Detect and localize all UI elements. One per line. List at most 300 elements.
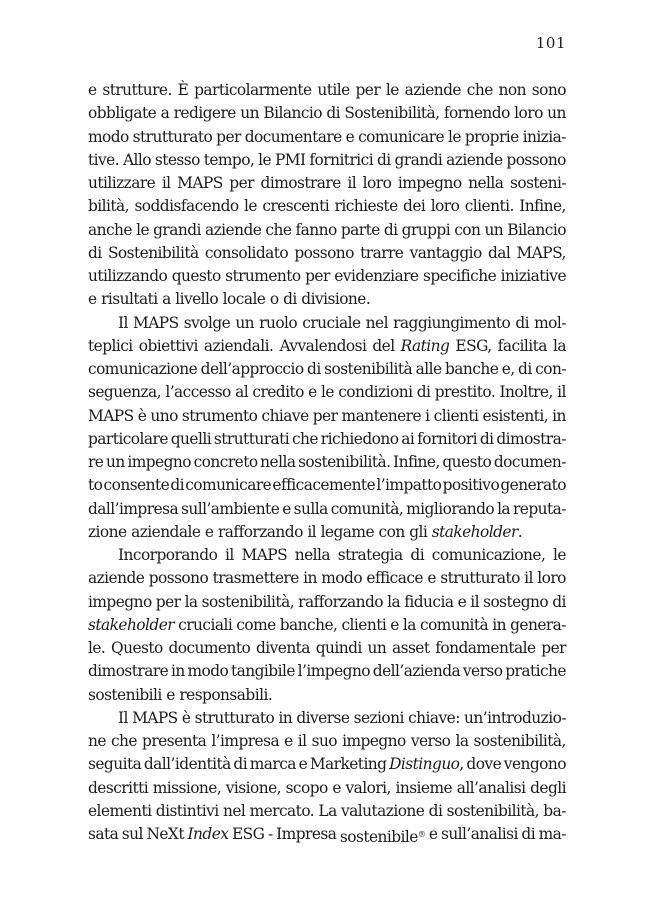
word: stesso [154, 150, 200, 169]
word: Avvalendosi [279, 336, 367, 355]
word: un [484, 220, 504, 239]
word: sono [531, 81, 566, 99]
word: banche, [279, 615, 338, 634]
word: a [162, 290, 171, 309]
word: verso [462, 662, 503, 681]
word: fornendo [443, 104, 510, 123]
word: sostenibilità. [298, 453, 391, 471]
word: comunicare [185, 476, 272, 495]
word: a [160, 104, 170, 123]
word: svolge [183, 313, 231, 332]
word: anche [88, 220, 132, 239]
word: sostenibile® [339, 828, 426, 846]
word: i [425, 406, 430, 425]
word: impegno [397, 174, 462, 192]
text-line [88, 591, 566, 614]
word: trarre [360, 243, 404, 262]
word: divisione. [301, 290, 371, 309]
word: risultati [101, 290, 158, 309]
word: dimostra- [496, 429, 566, 448]
word: visione, [225, 778, 281, 797]
word: distintivi [155, 801, 219, 820]
word: Marketing [309, 755, 387, 774]
word: Rating [400, 336, 450, 355]
word: responsabili. [179, 685, 273, 704]
word: di [518, 360, 532, 378]
word: di [233, 755, 248, 774]
paragraph [88, 544, 566, 707]
text-line [88, 451, 566, 474]
word: modo [187, 662, 229, 681]
word: questo [171, 267, 221, 285]
word: aziende [88, 569, 145, 588]
word: possono [148, 569, 209, 588]
word: positivo [442, 476, 500, 495]
paragraph [88, 79, 566, 312]
word: un [235, 313, 255, 332]
word: tangibile [231, 662, 295, 681]
word: to [88, 476, 103, 495]
word: strategia [337, 546, 403, 564]
word: modo [88, 127, 129, 146]
word: un [367, 639, 387, 657]
word: genera- [510, 615, 566, 634]
word: sostenibilità, [201, 592, 295, 611]
word: documentare [244, 127, 342, 146]
word: clienti [341, 615, 387, 634]
word: - [267, 825, 273, 843]
word: per [305, 267, 330, 285]
word: condizioni [338, 383, 413, 402]
word: le. [88, 639, 106, 657]
word: ESG [231, 825, 265, 843]
word: uno [150, 406, 178, 425]
word: credito [252, 383, 304, 402]
word: facilita [497, 336, 547, 355]
text-line [88, 312, 566, 335]
word: locale [222, 290, 266, 309]
word: gruppi [401, 220, 451, 239]
word: soddisfacendo [134, 197, 239, 216]
text-line [88, 79, 566, 102]
word: con [454, 220, 481, 239]
word: seguita [88, 755, 142, 774]
word: Sostenibilità [107, 243, 199, 262]
word: sezioni [353, 708, 404, 727]
word: strutturato [440, 569, 520, 588]
word: di [521, 825, 536, 843]
word: fondamentale [435, 639, 536, 657]
word: ba- [543, 801, 566, 820]
word: NeXt [146, 825, 184, 843]
word: sata [88, 825, 119, 843]
word: sosteni- [510, 174, 566, 192]
word: loro [537, 569, 566, 588]
word: loro [514, 104, 543, 123]
word: l’impatto [376, 476, 442, 495]
word: pratiche [505, 662, 566, 681]
word: il [307, 522, 317, 541]
text-line [88, 126, 566, 149]
text-line [88, 172, 566, 195]
word: un [547, 104, 566, 123]
word: efficace [366, 569, 423, 588]
word: dal [487, 243, 511, 262]
text-line [88, 823, 566, 846]
word: evidenziare [334, 267, 419, 285]
word: dall’impresa [88, 499, 179, 518]
text-line [88, 381, 566, 404]
word: reputa- [512, 499, 566, 518]
word: non [498, 81, 526, 99]
word: vengono [503, 755, 566, 774]
text-line [88, 358, 566, 381]
word: Questo [111, 639, 163, 657]
word: in [552, 406, 566, 425]
word: comunicare [358, 127, 445, 146]
word: nella [468, 174, 504, 192]
word: strutturati [213, 429, 290, 448]
word: sostenibilità, [473, 732, 566, 750]
text-line [88, 684, 566, 707]
word: ma- [538, 825, 566, 843]
word: e [345, 127, 355, 146]
text-line [88, 498, 566, 521]
word: che [265, 220, 292, 239]
text-line [88, 707, 566, 730]
word: di [479, 429, 494, 448]
word: insieme [395, 778, 453, 797]
word: mol- [534, 313, 566, 332]
word: zione [88, 522, 127, 541]
word: sulla [293, 499, 328, 518]
word: documento [168, 639, 251, 657]
word: sull’ambiente [181, 499, 280, 518]
word: comunità [420, 615, 489, 634]
word: prestito. [434, 383, 496, 402]
word: modo [321, 569, 363, 588]
text-line [88, 265, 566, 288]
word: marca [249, 755, 296, 774]
word: sul [121, 825, 143, 843]
word: presenta [142, 732, 207, 750]
word: ai [401, 429, 415, 448]
word: e [284, 732, 293, 750]
word: impegno [88, 592, 152, 611]
word: di [552, 592, 566, 611]
word: di [307, 360, 321, 378]
word: e [282, 499, 291, 518]
word: Il [118, 708, 128, 727]
word: questo [442, 453, 492, 471]
word: di [410, 546, 425, 564]
text-line [88, 474, 566, 497]
word: chiave [261, 406, 309, 425]
word: strumento [225, 267, 301, 285]
word: le [321, 383, 334, 402]
word: aziendali. [203, 336, 274, 355]
word: e, [501, 360, 515, 378]
word: impegno [342, 732, 406, 750]
word: ESG, [455, 336, 492, 355]
word: la [552, 336, 566, 355]
word: legame [320, 522, 375, 541]
word: grandi [394, 150, 443, 169]
word: grandi [153, 220, 201, 239]
word: dell’azienda [372, 662, 461, 681]
word: livello [175, 290, 219, 309]
word: bilità, [88, 197, 130, 216]
word: il [297, 732, 307, 750]
word: il [557, 383, 566, 402]
word: clienti. [464, 197, 514, 216]
word: sostenibili [88, 685, 162, 704]
word: o [269, 290, 279, 309]
word: aziende [446, 150, 503, 169]
word: cruciale [302, 313, 361, 332]
word: strutture. [102, 81, 172, 99]
word: Infine, [519, 197, 566, 216]
word: sull’analisi [440, 825, 518, 843]
word: con- [535, 360, 566, 378]
word: il [524, 569, 533, 588]
word: migliorando [406, 499, 495, 518]
word: diverse [296, 708, 350, 727]
text-line [88, 149, 566, 172]
word: e [204, 522, 214, 541]
word: gli [409, 522, 428, 541]
word: al [235, 383, 249, 402]
word: descritti [88, 778, 149, 797]
word: strumento [181, 406, 258, 425]
word: loro [430, 197, 460, 216]
word: e [390, 615, 399, 634]
word: per [541, 639, 566, 657]
word: le [258, 150, 272, 169]
word: le [385, 81, 399, 99]
word: aziende [404, 81, 461, 99]
word: valori, [345, 778, 391, 797]
text-line [88, 405, 566, 428]
word: proprie [464, 127, 519, 146]
word: degli [530, 778, 566, 797]
word: MAPS [177, 174, 223, 192]
word: come [236, 615, 276, 634]
word: che [466, 81, 493, 99]
word: sostegno [483, 592, 549, 611]
word: comunità, [330, 499, 404, 518]
word: di [326, 104, 341, 123]
word: rafforzando [298, 592, 383, 611]
word: per [355, 81, 381, 99]
word: il [347, 174, 357, 192]
word: alle [415, 360, 442, 378]
word: trasmettere [212, 569, 299, 588]
word: stakeholder [88, 615, 175, 634]
word: inizia- [522, 127, 566, 146]
word: per [312, 406, 338, 425]
word: È [177, 81, 189, 99]
word: scopo [285, 778, 328, 797]
text-line [88, 753, 566, 776]
paragraph [88, 707, 566, 847]
text-line [88, 219, 566, 242]
word: nel [222, 801, 246, 820]
word: la [402, 615, 416, 634]
word: iniziative [500, 267, 566, 285]
word: utile [317, 81, 350, 99]
text-line [88, 521, 566, 544]
word: sostenibilità, [446, 801, 539, 820]
word: in [492, 615, 507, 634]
word: Bilancio [263, 104, 322, 123]
word: PMI [274, 150, 306, 169]
word: in [278, 708, 293, 727]
word: fanno [295, 220, 337, 239]
word: quelli [170, 429, 212, 448]
word: l’impegno [297, 662, 371, 681]
word: le [447, 127, 461, 146]
word: fornitori [417, 429, 478, 448]
page-number: 101 [535, 34, 566, 52]
word: la [184, 592, 198, 611]
word: dei [403, 197, 426, 216]
word: e [427, 569, 436, 588]
word: aziendale [131, 522, 201, 541]
word: suo [311, 732, 338, 750]
word: possono [294, 243, 354, 262]
word: del [372, 336, 395, 355]
word: loro [362, 174, 392, 192]
word: un [105, 453, 125, 471]
word: la [387, 592, 401, 611]
word: aziende [204, 220, 262, 239]
word: richiedono [320, 429, 399, 448]
word: asset [391, 639, 430, 657]
word: possono [506, 150, 566, 169]
word: nel [365, 313, 388, 332]
word: dell’approccio [200, 360, 304, 378]
word: nella [260, 453, 296, 471]
word: Index [187, 825, 229, 843]
word: di [383, 220, 398, 239]
word: diventa [255, 639, 310, 657]
word: obiettivi [138, 336, 198, 355]
word: stakeholder. [431, 522, 523, 541]
word: l’impresa [211, 732, 280, 750]
word: in [170, 662, 185, 681]
word: redigere [173, 104, 236, 123]
word: con [378, 522, 405, 541]
word: è [137, 406, 147, 425]
text-line [88, 102, 566, 125]
word: le [553, 546, 566, 564]
word: banche [444, 360, 499, 378]
word: MAPS [241, 546, 288, 564]
text-line [88, 637, 566, 660]
word: e [166, 685, 175, 704]
word: di [88, 243, 102, 262]
word: e [308, 383, 317, 402]
word: vantaggio [409, 243, 482, 262]
word: consolidato [204, 243, 289, 262]
text-line [88, 660, 566, 683]
word: seguenza, [88, 383, 162, 402]
text-line [88, 614, 566, 637]
word: mercato. [249, 801, 315, 820]
word: l’accesso [165, 383, 231, 402]
word: la [455, 732, 469, 750]
word: di [376, 150, 391, 169]
word: missione, [152, 778, 222, 797]
word: obbligate [88, 104, 157, 123]
word: dove [466, 755, 502, 774]
word: che [291, 429, 318, 448]
word: re [88, 453, 104, 471]
word: per [155, 592, 181, 611]
word: Inoltre, [499, 383, 553, 402]
word: fiducia [404, 592, 454, 611]
word: la [497, 499, 511, 518]
word: impegno [127, 453, 191, 471]
word: MAPS [133, 313, 179, 332]
word: generato [500, 476, 566, 495]
word: Infine, [393, 453, 440, 471]
word: particolare [88, 429, 168, 448]
word: strutturato [194, 708, 275, 727]
text-line [88, 800, 566, 823]
word: chiave: [408, 708, 460, 727]
word: dall’identità [143, 755, 231, 774]
word: ne [88, 732, 106, 750]
word: specifiche [422, 267, 497, 285]
word: Distinguo, [389, 755, 464, 774]
word: valutazione [341, 801, 425, 820]
word: La [318, 801, 337, 820]
word: il [161, 174, 171, 192]
word: un’introduzio- [464, 708, 566, 727]
word: e [428, 825, 438, 843]
word: parte [340, 220, 380, 239]
word: elementi [88, 801, 152, 820]
word: per [229, 174, 254, 192]
word: documen- [493, 453, 566, 471]
word: utilizzare [88, 174, 156, 192]
word: tive. [88, 150, 120, 169]
word: dimostrare [260, 174, 341, 192]
word: è [181, 708, 191, 727]
word: strutturato [132, 127, 213, 146]
word: cruciali [178, 615, 233, 634]
word: in [303, 569, 317, 588]
word: di [515, 313, 530, 332]
word: sostenibilità [324, 360, 413, 378]
word: MAPS [132, 708, 178, 727]
body-text [88, 79, 566, 846]
word: e [457, 592, 467, 611]
word: fornitrici [309, 150, 374, 169]
word: comunicazione, [431, 546, 546, 564]
text-line [88, 335, 566, 358]
word: dimostrare [88, 662, 169, 681]
text-line [88, 730, 566, 753]
word: MAPS, [516, 243, 566, 262]
text-line [88, 544, 566, 567]
word: Incorporando [118, 546, 218, 564]
word: Bilancio [507, 220, 566, 239]
word: Sostenibilità, [344, 104, 440, 123]
word: ruolo [259, 313, 298, 332]
